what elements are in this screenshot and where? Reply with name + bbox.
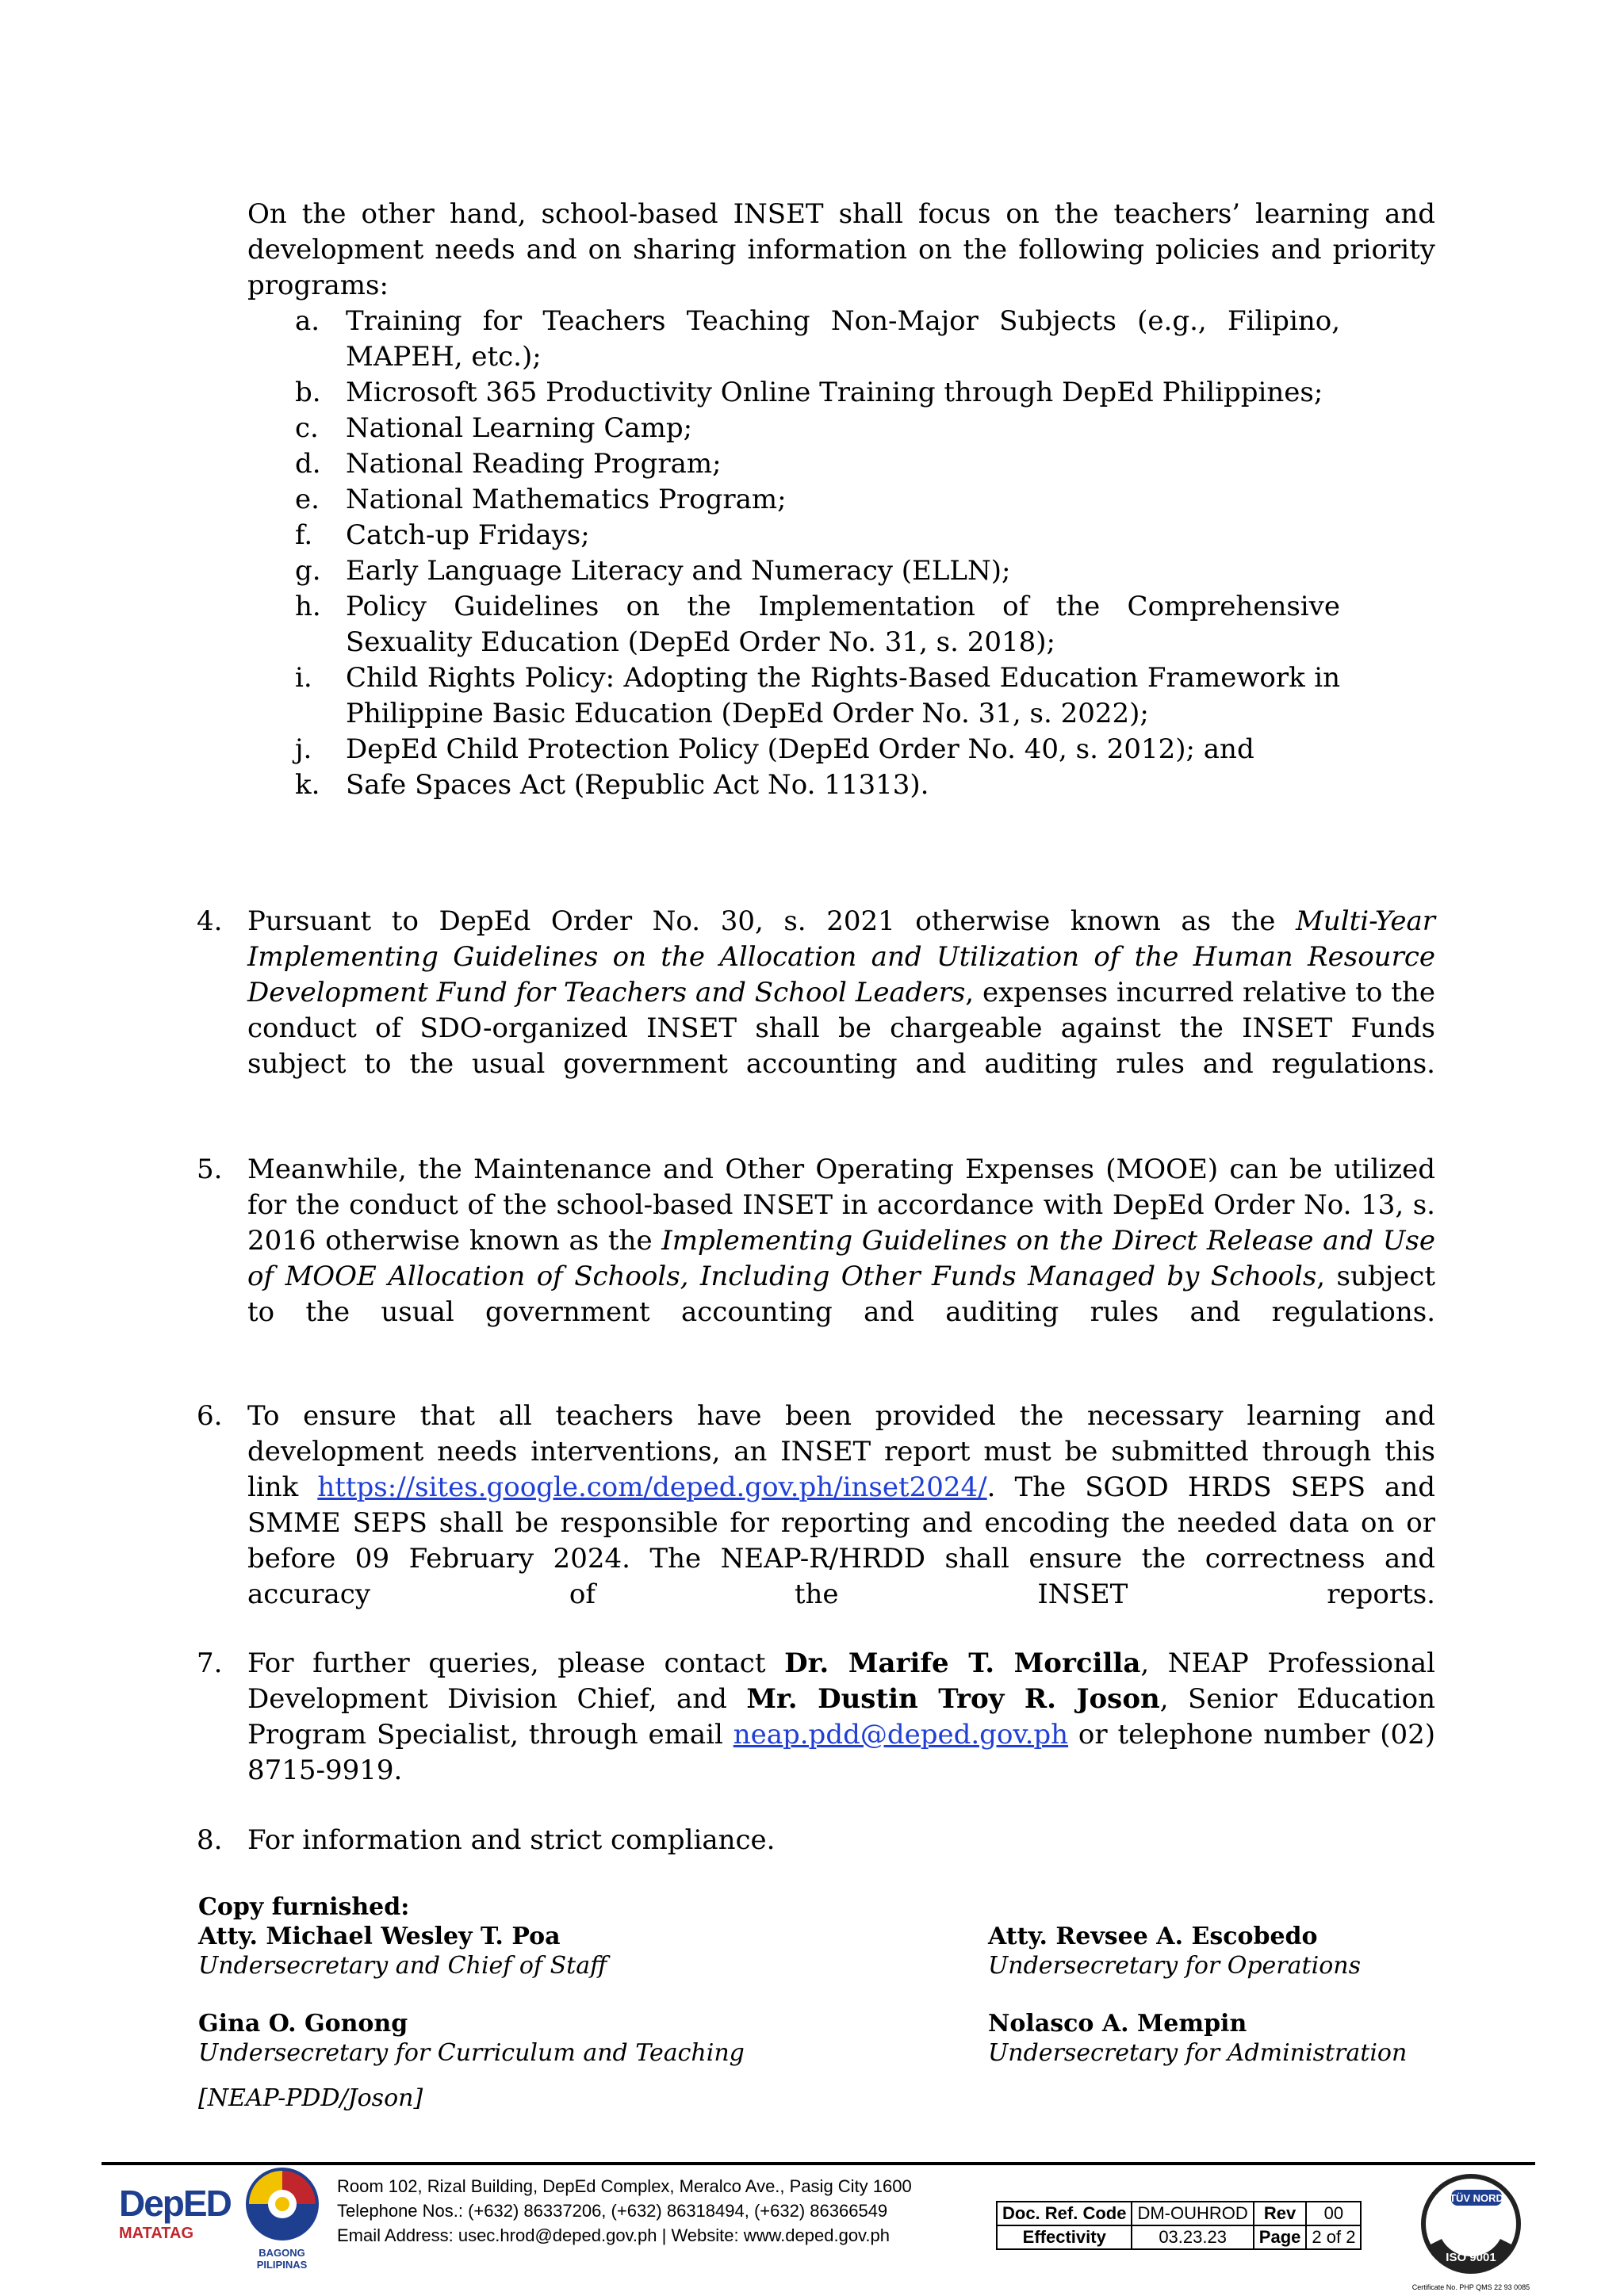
- bagong-pilipinas-text: BAGONG PILIPINAS: [256, 2247, 308, 2271]
- list-item: [295, 446, 1340, 482]
- paragraph-text: [247, 1152, 1435, 1366]
- page-value: 2 of 2: [1306, 2225, 1361, 2249]
- paragraph-5: [197, 1152, 1435, 1366]
- doc-ref-value: DM-OUHROD: [1132, 2202, 1253, 2225]
- text-run: , Senior Education Program Specialist, through email: [247, 1683, 1436, 1751]
- contact-name: Mr. Dustin Troy R. Joson: [746, 1683, 1160, 1715]
- list-letter: k.: [295, 769, 320, 801]
- office-address: Room 102, Rizal Building, DepEd Complex, Meralco Ave., Pasig City 1600: [337, 2176, 912, 2196]
- list-letter: f.: [295, 519, 313, 551]
- paragraph-4: [197, 904, 1435, 1118]
- recipient-name: Atty. Revsee A. Escobedo: [988, 1923, 1318, 1950]
- list-text: National Learning Camp;: [346, 412, 693, 444]
- text-run: , subject to the usual government accounting and auditing rules and regulations.: [247, 1261, 1435, 1328]
- order-title: Multi-Year Implementing Guidelines on the Allocation and Utilization of the Human Resource Development Fund for Teachers and School Leaders: [247, 905, 1435, 1008]
- list-text: Safe Spaces Act (Republic Act No. 11313).: [346, 769, 929, 801]
- contact-name: Dr. Marife T. Morcilla: [784, 1647, 1141, 1679]
- paragraph-text: [247, 1399, 1435, 1648]
- paragraph-text: For information and strict compliance.: [247, 1824, 776, 1856]
- program-list: [295, 304, 1340, 803]
- document-control-table: [996, 2201, 1362, 2250]
- list-letter: g.: [295, 555, 321, 587]
- list-item: [295, 482, 1340, 518]
- list-text: Policy Guidelines on the Implementation of the Comprehensive Sexuality Education (DepEd Order No. 31, s. 2018);: [346, 591, 1340, 658]
- intro-paragraph: On the other hand, school-based INSET shall focus on the teachers’ learning and development needs and on sharing information on the following policies and priority programs:: [247, 198, 1435, 301]
- deped-logo: [119, 2182, 231, 2243]
- text-run: or telephone number (02) 8715-9919.: [247, 1719, 1435, 1786]
- list-item: [295, 767, 1340, 803]
- tuv-iso-logo: [1411, 2172, 1530, 2292]
- paragraph-7: [197, 1646, 1435, 1824]
- list-letter: j.: [295, 733, 312, 765]
- bagong-pilipinas-logo: [232, 2164, 331, 2271]
- list-letter: b.: [295, 377, 321, 408]
- list-text: Early Language Literacy and Numeracy (ELLN);: [346, 555, 1011, 587]
- order-title: Implementing Guidelines on the Direct Release and Use of MOOE Allocation of Schools, Including Other Funds Managed by Schools: [247, 1225, 1435, 1292]
- text-run: To ensure that all teachers have been provided the necessary learning and development needs interventions, an INSET report must be submitted through this link: [247, 1400, 1435, 1503]
- text-run: , NEAP Professional Development Division Chief, and: [247, 1647, 1435, 1715]
- list-letter: d.: [295, 448, 321, 480]
- doc-ref-label: Doc. Ref. Code: [997, 2202, 1132, 2225]
- text-run: , expenses incurred relative to the conduct of SDO-organized INSET shall be chargeable against the INSET Funds subject to the usual government accounting and auditing rules and regulations.: [247, 977, 1435, 1080]
- list-item: [295, 518, 1340, 553]
- list-text: National Mathematics Program;: [346, 484, 787, 515]
- list-letter: a.: [295, 305, 320, 337]
- email-website: Email Address: usec.hrod@deped.gov.ph | Website: www.deped.gov.ph: [337, 2225, 891, 2245]
- list-letter: i.: [295, 662, 312, 694]
- paragraph-6: [197, 1399, 1435, 1648]
- paragraph-number: 5.: [197, 1154, 223, 1185]
- text-run: Meanwhile, the Maintenance and Other Operating Expenses (MOOE) can be utilized for the conduct of the school-based INSET in accordance with DepEd Order No. 13, s. 2016 otherwise known as the: [247, 1154, 1435, 1257]
- recipient-title: Undersecretary and Chief of Staff: [198, 1952, 607, 1980]
- list-item: [295, 411, 1340, 446]
- copy-furnished-right: [988, 1922, 1407, 2068]
- recipient-title: Undersecretary for Operations: [988, 1952, 1361, 1980]
- list-letter: c.: [295, 412, 319, 444]
- list-item: [295, 375, 1340, 411]
- text-run: For further queries, please contact: [247, 1647, 785, 1679]
- bagong-pilipinas-emblem-icon: [243, 2164, 322, 2244]
- rev-value: 00: [1306, 2202, 1361, 2225]
- list-letter: h.: [295, 591, 321, 622]
- rev-label: Rev: [1254, 2202, 1307, 2225]
- recipient-title: Undersecretary for Curriculum and Teaching: [198, 2039, 745, 2067]
- paragraph-number: 8.: [197, 1824, 223, 1856]
- paragraph-text: [247, 904, 1435, 1118]
- page-label: Page: [1254, 2225, 1307, 2249]
- paragraph-8: [197, 1823, 1435, 1894]
- text-run: Pursuant to DepEd Order No. 30, s. 2021 otherwise known as the: [247, 905, 1296, 937]
- recipient-title: Undersecretary for Administration: [988, 2039, 1408, 2067]
- paragraph-number: 6.: [197, 1400, 223, 1432]
- recipient-name: Nolasco A. Mempin: [988, 2010, 1247, 2038]
- list-item: [295, 589, 1340, 660]
- effectivity-label: Effectivity: [997, 2225, 1132, 2249]
- paragraph-number: 7.: [197, 1647, 223, 1679]
- list-item: [295, 553, 1340, 589]
- inset-report-link[interactable]: https://sites.google.com/deped.gov.ph/inset2024/: [317, 1471, 987, 1503]
- list-text: Child Rights Policy: Adopting the Rights-Based Education Framework in Philippine Basic Education (DepEd Order No. 31, s. 2022);: [346, 662, 1340, 729]
- text-run: . The SGOD HRDS SEPS and SMME SEPS shall be responsible for reporting and encoding the needed data on or before 09 February 2024. The NEAP-R/HRDD shall ensure the correctness and accuracy of the INSET reports.: [247, 1471, 1435, 1610]
- list-text: Microsoft 365 Productivity Online Training through DepEd Philippines;: [346, 377, 1323, 408]
- copy-furnished-left: [198, 1892, 745, 2113]
- footer-address: [337, 2174, 912, 2248]
- list-item: [295, 732, 1340, 767]
- copy-furnished-heading: Copy furnished:: [198, 1893, 410, 1921]
- list-text: DepEd Child Protection Policy (DepEd Order No. 40, s. 2012); and: [346, 733, 1254, 765]
- list-item: [295, 304, 1340, 375]
- iso-certification-icon: [1411, 2172, 1530, 2275]
- matatag-logo-text: MATATAG: [119, 2225, 194, 2242]
- paragraph-number: 4.: [197, 905, 223, 937]
- list-text: Catch-up Fridays;: [346, 519, 590, 551]
- certificate-number: Certificate No. PHP QMS 22 93 0085: [1411, 2283, 1530, 2291]
- telephone-numbers: Telephone Nos.: (+632) 86337206, (+632) 86318494, (+632) 86366549: [337, 2201, 888, 2221]
- list-text: Training for Teachers Teaching Non-Major Subjects (e.g., Filipino, MAPEH, etc.);: [346, 305, 1340, 373]
- iso-9001-text: ISO 9001: [1446, 2251, 1496, 2264]
- recipient-name: Gina O. Gonong: [198, 2010, 408, 2038]
- list-text: National Reading Program;: [346, 448, 722, 480]
- tuv-nord-text: TÜV NORD: [1450, 2192, 1503, 2204]
- effectivity-value: 03.23.23: [1132, 2225, 1253, 2249]
- recipient-name: Atty. Michael Wesley T. Poa: [198, 1923, 561, 1950]
- list-item: [295, 660, 1340, 732]
- list-letter: e.: [295, 484, 320, 515]
- deped-logo-text: DepED: [119, 2183, 231, 2224]
- paragraph-text: [247, 1646, 1435, 1824]
- email-link[interactable]: neap.pdd@deped.gov.ph: [733, 1719, 1069, 1751]
- reference-code: [NEAP-PDD/Joson]: [198, 2084, 423, 2112]
